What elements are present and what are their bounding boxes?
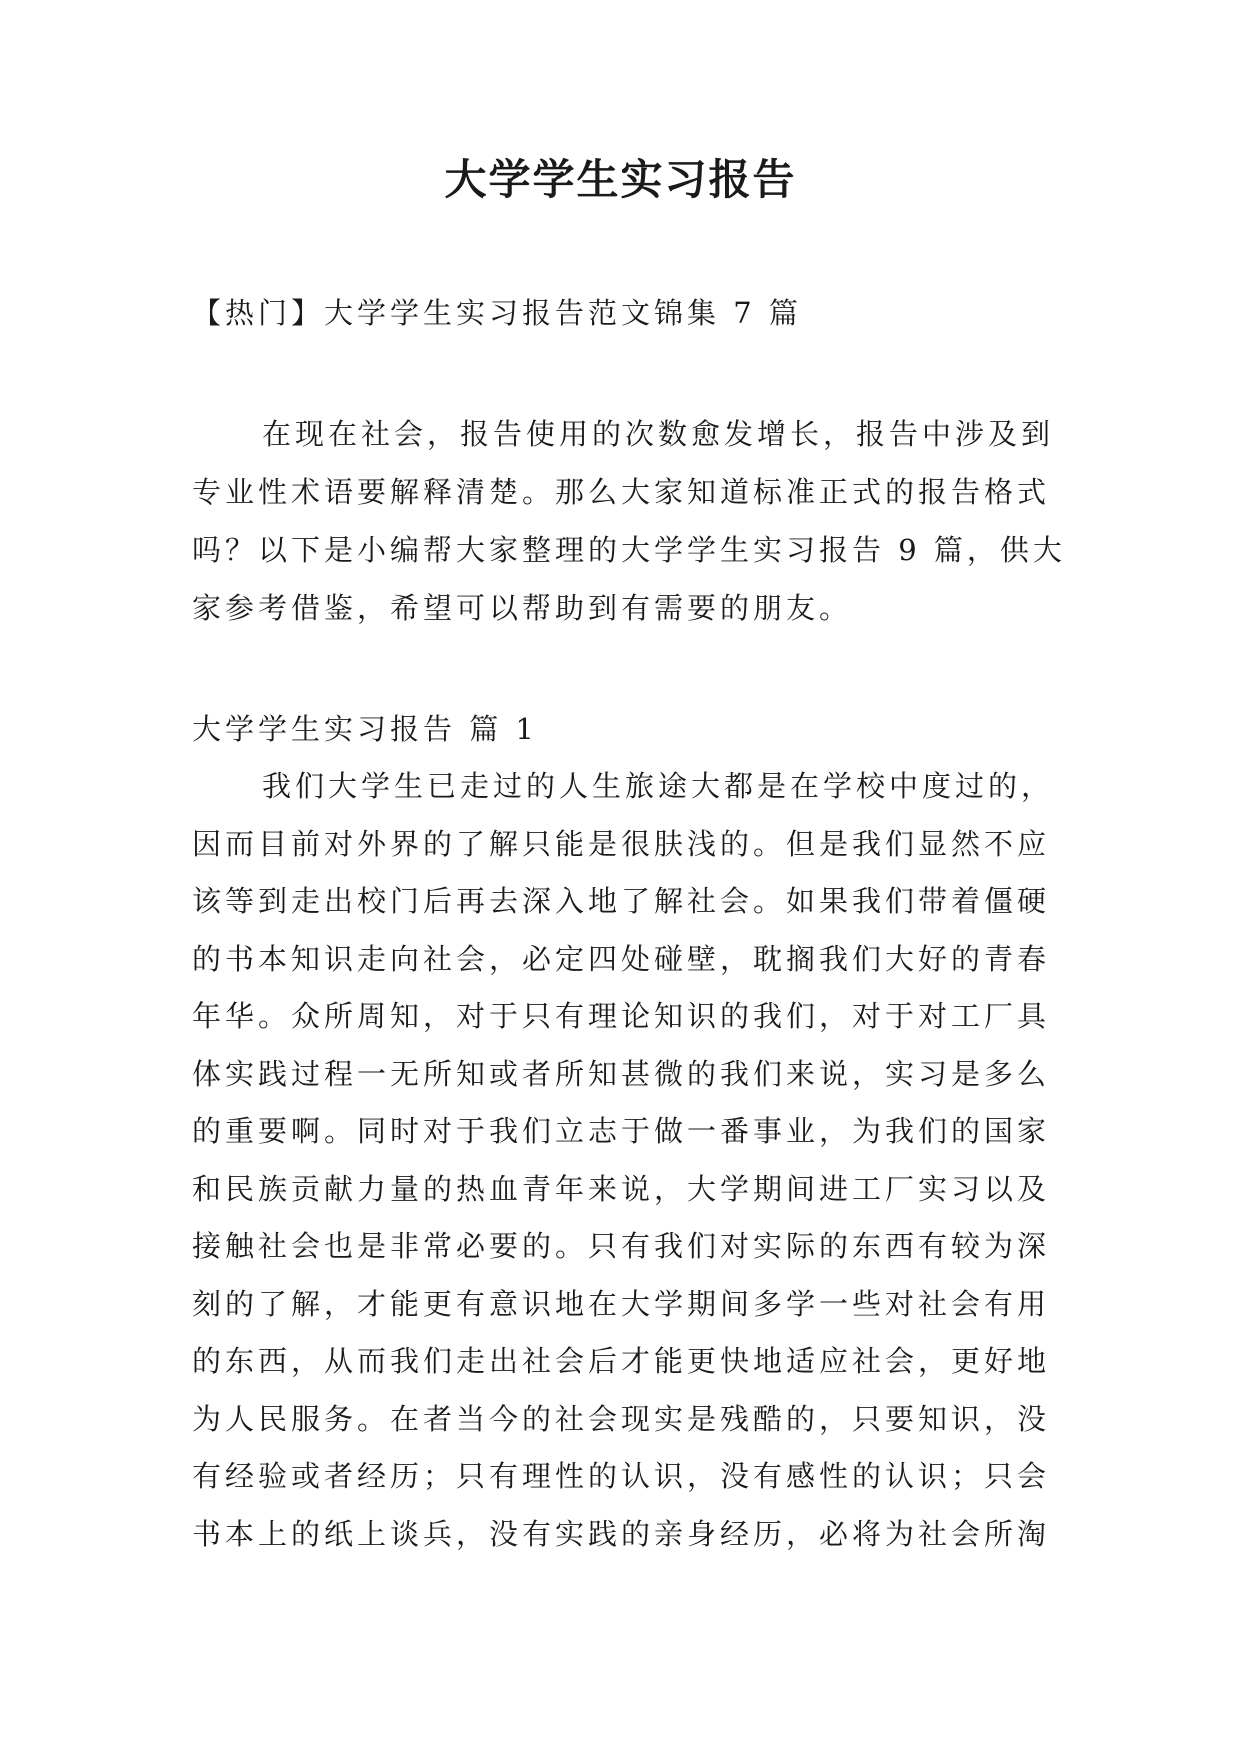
intro-line: 吗？以下是小编帮大家整理的大学学生实习报告 9 篇，供大 bbox=[192, 533, 1066, 567]
body-line: 年华。众所周知，对于只有理论知识的我们，对于对工厂具 bbox=[192, 999, 1051, 1033]
body-line: 刻的了解，才能更有意识地在大学期间多学一些对社会有用 bbox=[192, 1286, 1051, 1321]
intro-line: 专业性术语要解释清楚。那么大家知道标准正式的报告格式 bbox=[192, 475, 1051, 509]
body-paragraph bbox=[192, 758, 1072, 1563]
body-line: 因而目前对外界的了解只能是很肤浅的。但是我们显然不应 bbox=[192, 826, 1051, 861]
body-line: 书本上的纸上谈兵，没有实践的亲身经历，必将为社会所淘 bbox=[192, 1516, 1051, 1551]
section-heading: 大学学生实习报告 篇 1 bbox=[192, 712, 538, 746]
body-line: 的东西，从而我们走出社会后才能更快地适应社会，更好地 bbox=[192, 1344, 1051, 1378]
intro-line: 家参考借鉴，希望可以帮助到有需要的朋友。 bbox=[192, 591, 853, 625]
body-line: 该等到走出校门后再去深入地了解社会。如果我们带着僵硬 bbox=[192, 884, 1051, 918]
body-line: 有经验或者经历；只有理性的认识，没有感性的认识；只会 bbox=[192, 1459, 1051, 1493]
intro-line: 在现在社会，报告使用的次数愈发增长，报告中涉及到 bbox=[262, 417, 1055, 451]
body-line: 体实践过程一无所知或者所知甚微的我们来说，实习是多么 bbox=[192, 1056, 1051, 1091]
body-line: 的重要啊。同时对于我们立志于做一番事业，为我们的国家 bbox=[192, 1114, 1051, 1148]
body-line: 接触社会也是非常必要的。只有我们对实际的东西有较为深 bbox=[192, 1229, 1051, 1263]
body-line: 我们大学生已走过的人生旅途大都是在学校中度过的， bbox=[262, 769, 1055, 803]
intro-paragraph bbox=[192, 405, 1072, 637]
body-line: 为人民服务。在者当今的社会现实是残酷的，只要知识，没 bbox=[192, 1401, 1051, 1436]
body-line: 和民族贡献力量的热血青年来说，大学期间进工厂实习以及 bbox=[192, 1171, 1051, 1206]
body-line: 的书本知识走向社会，必定四处碰壁，耽搁我们大好的青春 bbox=[192, 941, 1051, 976]
document-subtitle: 【热门】大学学生实习报告范文锦集 7 篇 bbox=[192, 296, 802, 330]
document-title: 大学学生实习报告 bbox=[444, 155, 797, 204]
